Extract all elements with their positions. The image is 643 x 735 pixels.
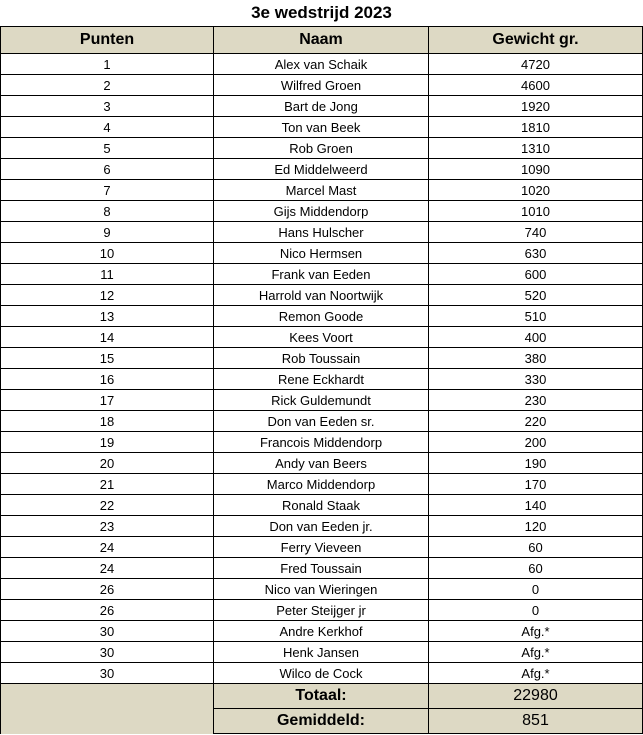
cell-naam: Hans Hulscher: [214, 222, 429, 243]
cell-gewicht: 1010: [429, 201, 643, 222]
table-row: [1, 642, 643, 663]
cell-punten: 20: [1, 453, 214, 474]
total-row: [1, 684, 643, 709]
cell-naam: Rene Eckhardt: [214, 369, 429, 390]
cell-punten: 13: [1, 306, 214, 327]
cell-naam: Ronald Staak: [214, 495, 429, 516]
cell-punten: 24: [1, 537, 214, 558]
cell-naam: Ton van Beek: [214, 117, 429, 138]
cell-punten: 15: [1, 348, 214, 369]
cell-naam: Bart de Jong: [214, 96, 429, 117]
cell-naam: Fred Toussain: [214, 558, 429, 579]
cell-naam: Frank van Eeden: [214, 264, 429, 285]
cell-punten: 7: [1, 180, 214, 201]
table-row: [1, 138, 643, 159]
summary-blank-cell: [1, 684, 214, 734]
cell-punten: 14: [1, 327, 214, 348]
cell-naam: Gijs Middendorp: [214, 201, 429, 222]
table-row: [1, 537, 643, 558]
cell-gewicht: 330: [429, 369, 643, 390]
table-row: [1, 180, 643, 201]
table-row: [1, 306, 643, 327]
cell-naam: Nico van Wieringen: [214, 579, 429, 600]
table-row: [1, 201, 643, 222]
cell-punten: 1: [1, 54, 214, 75]
cell-naam: Andre Kerkhof: [214, 621, 429, 642]
table-row: [1, 663, 643, 684]
table-row: [1, 348, 643, 369]
total-label: Totaal:: [214, 684, 429, 709]
average-value: 851: [429, 709, 643, 734]
table-row: [1, 474, 643, 495]
cell-naam: Harrold van Noortwijk: [214, 285, 429, 306]
cell-gewicht: 520: [429, 285, 643, 306]
average-label: Gemiddeld:: [214, 709, 429, 734]
cell-naam: Nico Hermsen: [214, 243, 429, 264]
cell-gewicht: 60: [429, 558, 643, 579]
table-row: [1, 264, 643, 285]
cell-gewicht: 190: [429, 453, 643, 474]
table-row: [1, 96, 643, 117]
cell-punten: 16: [1, 369, 214, 390]
table-row: [1, 432, 643, 453]
cell-punten: 22: [1, 495, 214, 516]
cell-naam: Andy van Beers: [214, 453, 429, 474]
table-row: [1, 75, 643, 96]
cell-gewicht: 1810: [429, 117, 643, 138]
cell-gewicht: 0: [429, 600, 643, 621]
cell-naam: Peter Steijger jr: [214, 600, 429, 621]
cell-gewicht: 740: [429, 222, 643, 243]
column-header-gewicht: Gewicht gr.: [429, 27, 643, 54]
cell-gewicht: 170: [429, 474, 643, 495]
table-row: [1, 390, 643, 411]
cell-naam: Wilfred Groen: [214, 75, 429, 96]
cell-punten: 6: [1, 159, 214, 180]
cell-punten: 23: [1, 516, 214, 537]
cell-punten: 18: [1, 411, 214, 432]
table-row: [1, 621, 643, 642]
cell-punten: 10: [1, 243, 214, 264]
cell-gewicht: 220: [429, 411, 643, 432]
cell-punten: 11: [1, 264, 214, 285]
cell-gewicht: 600: [429, 264, 643, 285]
title-row: [1, 0, 643, 27]
cell-punten: 26: [1, 579, 214, 600]
cell-gewicht: 4600: [429, 75, 643, 96]
cell-gewicht: 230: [429, 390, 643, 411]
table-row: [1, 411, 643, 432]
cell-punten: 4: [1, 117, 214, 138]
cell-naam: Henk Jansen: [214, 642, 429, 663]
cell-punten: 8: [1, 201, 214, 222]
cell-gewicht: 1310: [429, 138, 643, 159]
table-row: [1, 516, 643, 537]
cell-punten: 30: [1, 621, 214, 642]
cell-gewicht: 4720: [429, 54, 643, 75]
cell-gewicht: 510: [429, 306, 643, 327]
cell-naam: Rob Groen: [214, 138, 429, 159]
cell-punten: 21: [1, 474, 214, 495]
table-row: [1, 117, 643, 138]
cell-gewicht: 0: [429, 579, 643, 600]
sheet-title: 3e wedstrijd 2023: [1, 0, 643, 27]
cell-naam: Marco Middendorp: [214, 474, 429, 495]
column-header-naam: Naam: [214, 27, 429, 54]
cell-punten: 24: [1, 558, 214, 579]
cell-naam: Remon Goode: [214, 306, 429, 327]
table-row: [1, 54, 643, 75]
total-value: 22980: [429, 684, 643, 709]
cell-punten: 5: [1, 138, 214, 159]
cell-naam: Rob Toussain: [214, 348, 429, 369]
cell-gewicht: 630: [429, 243, 643, 264]
cell-naam: Wilco de Cock: [214, 663, 429, 684]
table-row: [1, 327, 643, 348]
cell-punten: 26: [1, 600, 214, 621]
cell-gewicht: 200: [429, 432, 643, 453]
cell-punten: 3: [1, 96, 214, 117]
table-row: [1, 243, 643, 264]
cell-naam: Ed Middelweerd: [214, 159, 429, 180]
table-row: [1, 579, 643, 600]
cell-punten: 19: [1, 432, 214, 453]
cell-gewicht: 60: [429, 537, 643, 558]
table-row: [1, 600, 643, 621]
cell-gewicht: 380: [429, 348, 643, 369]
cell-gewicht: 140: [429, 495, 643, 516]
cell-gewicht: 120: [429, 516, 643, 537]
cell-punten: 12: [1, 285, 214, 306]
cell-naam: Don van Eeden sr.: [214, 411, 429, 432]
cell-naam: Rick Guldemundt: [214, 390, 429, 411]
table-row: [1, 159, 643, 180]
cell-naam: Francois Middendorp: [214, 432, 429, 453]
cell-gewicht: 1090: [429, 159, 643, 180]
cell-gewicht: 1020: [429, 180, 643, 201]
cell-punten: 30: [1, 642, 214, 663]
cell-naam: Alex van Schaik: [214, 54, 429, 75]
cell-gewicht: Afg.*: [429, 621, 643, 642]
cell-naam: Ferry Vieveen: [214, 537, 429, 558]
cell-gewicht: Afg.*: [429, 663, 643, 684]
cell-naam: Marcel Mast: [214, 180, 429, 201]
header-row: [1, 27, 643, 54]
table-row: [1, 285, 643, 306]
cell-gewicht: 1920: [429, 96, 643, 117]
table-row: [1, 453, 643, 474]
table-row: [1, 558, 643, 579]
cell-punten: 17: [1, 390, 214, 411]
column-header-punten: Punten: [1, 27, 214, 54]
cell-punten: 30: [1, 663, 214, 684]
cell-punten: 9: [1, 222, 214, 243]
cell-gewicht: Afg.*: [429, 642, 643, 663]
cell-naam: Don van Eeden jr.: [214, 516, 429, 537]
cell-gewicht: 400: [429, 327, 643, 348]
table-row: [1, 222, 643, 243]
cell-punten: 2: [1, 75, 214, 96]
cell-naam: Kees Voort: [214, 327, 429, 348]
table-row: [1, 369, 643, 390]
table-row: [1, 495, 643, 516]
